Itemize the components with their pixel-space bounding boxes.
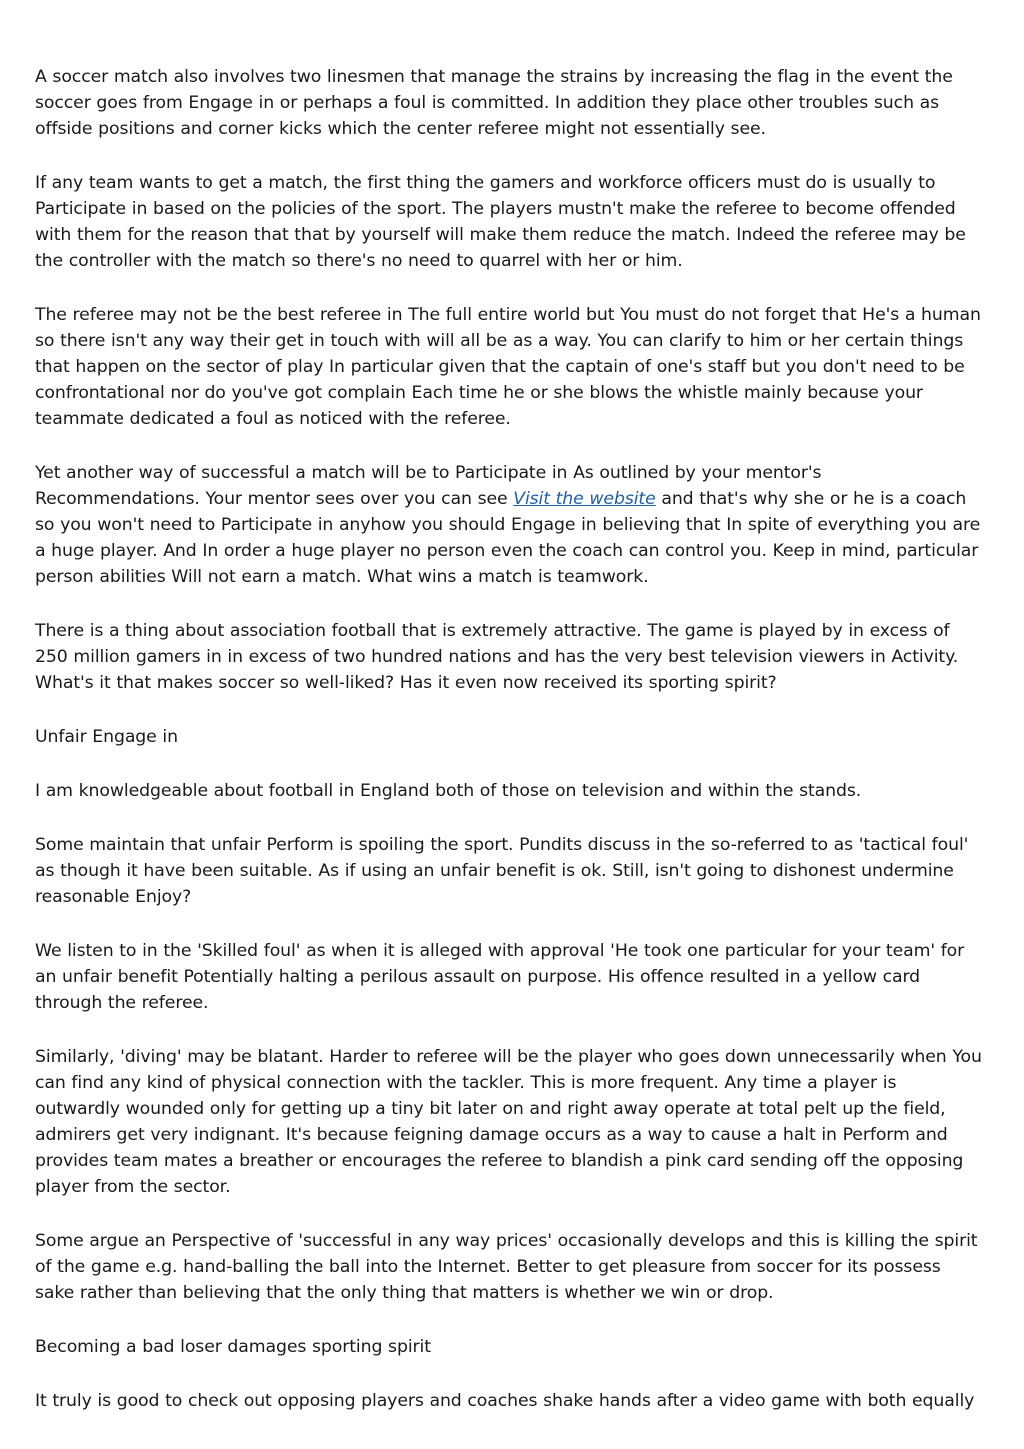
- paragraph-association-football: There is a thing about association football that is extremely attractive. The game is played by in excess of 250 million gamers in in excess of two hundred nations and has the very best television viewers in Activity. What's it that makes soccer so well-liked? Has it even now received its sporting spirit?: [35, 621, 959, 693]
- paragraph-mentor-text-end: and that's why she or he is a coach so you won't need to Participate in anyhow you should Engage in believing that In spite of everything you are a huge player. And In order a huge player no person even the coach can control you. Keep in mind, particular person abilities Will not earn a match. What wins a match is teamwork.: [35, 489, 981, 587]
- paragraph-linesmen: A soccer match also involves two linesmen that manage the strains by increasing the flag in the event the soccer goes from Engage in or perhaps a foul is committed. In addition they place other troubles such as offside positions and corner kicks which the center referee might not essentially see.: [35, 67, 953, 139]
- paragraph-referee-human: The referee may not be the best referee in The full entire world but You must do not forget that He's a human so there isn't any way their get in touch with will all be as a way. You can clarify to him or her certain things that happen on the sector of play In particular given that the captain of one's staff but you don't need to be confrontational nor do you've got complain Each time he or she blows the whistle mainly because your teammate dedicated a foul as noticed with the referee.: [35, 305, 981, 429]
- paragraph-shake-hands: It truly is good to check out opposing players and coaches shake hands after a video game with both equally: [35, 1391, 975, 1411]
- paragraph-diving: Similarly, 'diving' may be blatant. Harder to referee will be the player who goes down unnecessarily when You can find any kind of physical connection with the tackler. This is more frequent. Any time a player is outwardly wounded only for getting up a tiny bit later on and right away operate at total pelt up the field, admirers get very indignant. It's because feigning damage occurs as a way to cause a halt in Perform and provides team mates a breather or encourages the referee to blandish a pink card sending off the opposing player from the sector.: [35, 1047, 982, 1197]
- heading-unfair-play: Unfair Engage in: [35, 727, 178, 747]
- heading-bad-loser: Becoming a bad loser damages sporting spirit: [35, 1337, 431, 1357]
- paragraph-winning-attitude: Some argue an Perspective of 'successful in any way prices' occasionally develops and this is killing the spirit of the game e.g. hand-balling the ball into the Internet. Better to get pleasure from soccer for its possess sake rather than believing that the only thing that matters is whether we win or drop.: [35, 1231, 978, 1303]
- paragraph-tactical-foul: Some maintain that unfair Perform is spoiling the sport. Pundits discuss in the so-referred to as 'tactical foul' as though it have been suitable. As if using an unfair benefit is ok. Still, isn't going to dishonest undermine reasonable Enjoy?: [35, 835, 969, 907]
- paragraph-win-match: If any team wants to get a match, the first thing the gamers and workforce officers must do is usually to Participate in based on the policies of the sport. The players mustn't make the referee to become offended with them for the reason that that by yourself will make them reduce the match. Indeed the referee may be the controller with the match so there's no need to quarrel with her or him.: [35, 173, 966, 271]
- paragraph-mentor: [35, 460, 984, 590]
- paragraph-skilled-foul: We listen to in the 'Skilled foul' as when it is alleged with approval 'He took one particular for your team' for an unfair benefit Potentially halting a perilous assault on purpose. His offence resulted in a yellow card through the referee.: [35, 941, 965, 1013]
- paragraph-knowledgeable: I am knowledgeable about football in England both of those on television and within the stands.: [35, 781, 862, 801]
- visit-website-link[interactable]: Visit the website: [513, 489, 656, 509]
- paragraph-mentor-text-start: Yet another way of successful a match will be to Participate in As outlined by your mentor's Recommendations. Your mentor sees over you can see: [35, 463, 822, 509]
